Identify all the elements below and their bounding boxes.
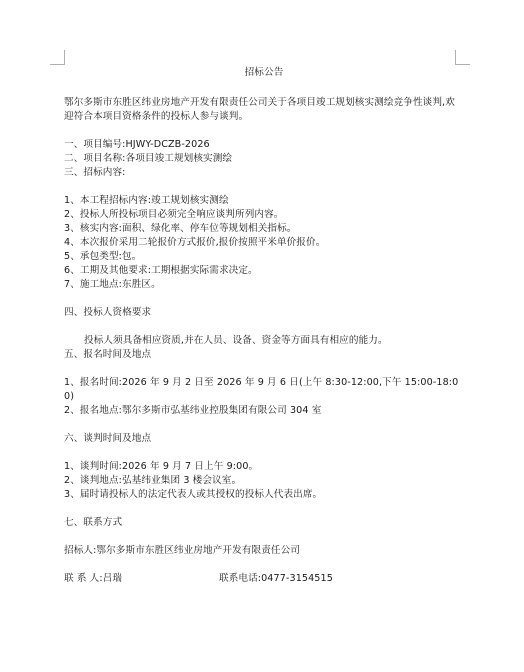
negotiation-item: 2、谈判地点:弘基纬业集团 3 楼会议室。 — [64, 475, 242, 486]
scope-item: 1、本工程招标内容:竣工规划核实测绘 — [64, 195, 229, 206]
qualification-text: 投标人须具备相应资质,并在人员、设备、资金等方面具有相应的能力。 — [84, 335, 388, 346]
registration-item: 2、报名地点:鄂尔多斯市弘基纬业控股集团有限公司 304 室 — [64, 405, 322, 416]
scope-item: 6、工期及其他要求:工期根据实际需求决定。 — [64, 265, 258, 276]
scope-item: 7、施工地点:东胜区。 — [64, 279, 161, 290]
scope-item: 3、核实内容:面积、绿化率、停车位等规划相关指标。 — [64, 223, 297, 234]
document-body — [64, 66, 464, 586]
scope-item: 2、投标人所投标项目必须完全响应谈判所列内容。 — [64, 209, 284, 220]
page-corner-mark-top-left — [50, 50, 65, 65]
negotiation-item: 3、届时请投标人的法定代表人或其授权的投标人代表出席。 — [64, 489, 323, 500]
contact-person: 联 系 人:吕瑞 — [64, 573, 123, 584]
project-name: 二、项目名称:各项目竣工规划核实测绘 — [64, 153, 233, 164]
intro-paragraph: 鄂尔多斯市东胜区纬业房地产开发有限责任公司关于各项目竣工规划核实测绘竞争性谈判,欢迎符合本项目资格条件的投标人参与谈判。 — [64, 97, 455, 122]
tenderer-line: 招标人:鄂尔多斯市东胜区纬业房地产开发有限责任公司 — [64, 545, 300, 556]
negotiation-item: 1、谈判时间:2026 年 9 月 7 日上午 9:00。 — [64, 461, 259, 472]
document-title: 招标公告 — [244, 67, 284, 78]
project-number: 一、项目编号:HJWY-DCZB-2026 — [64, 139, 210, 150]
contact-phone: 联系电话:0477-3154515 — [219, 573, 333, 584]
contact-row — [64, 572, 464, 586]
scope-item: 4、本次报价采用二轮报价方式报价,报价按照平米单价报价。 — [64, 237, 326, 248]
registration-heading: 五、报名时间及地点 — [64, 349, 152, 360]
page-corner-mark-top-right — [455, 50, 470, 65]
contact-heading: 七、联系方式 — [64, 517, 123, 528]
registration-item: 1、报名时间:2026 年 9 月 2 日至 2026 年 9 月 6 日(上午 8:30-12:00,下午 15:00-18:00) — [64, 377, 459, 402]
scope-item: 5、承包类型:包。 — [64, 251, 142, 262]
qualification-heading: 四、投标人资格要求 — [64, 307, 152, 318]
scope-heading: 三、招标内容: — [64, 167, 126, 178]
negotiation-heading: 六、谈判时间及地点 — [64, 433, 152, 444]
